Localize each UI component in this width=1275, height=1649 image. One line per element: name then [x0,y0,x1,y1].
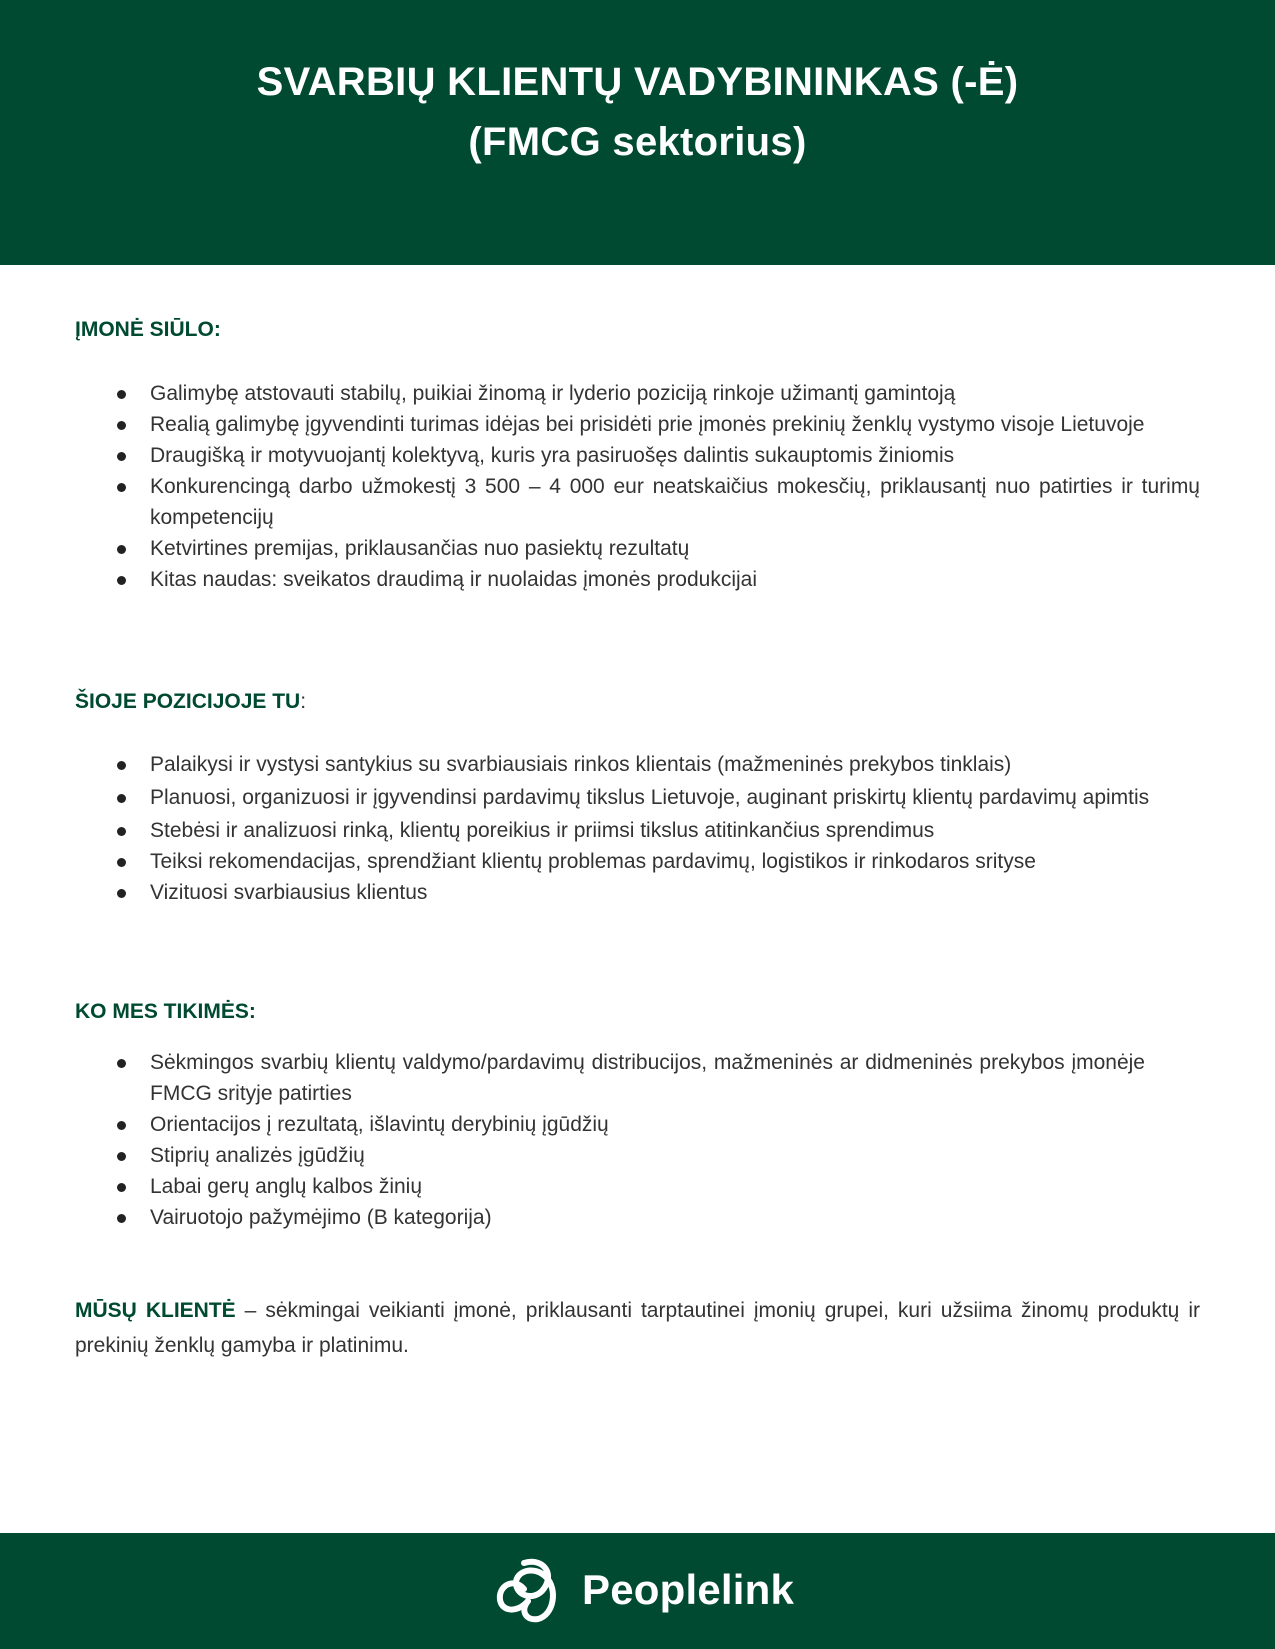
expect-item: Vairuotojo pažymėjimo (B kategorija) [75,1202,1200,1233]
expect-item: Stiprių analizės įgūdžių [75,1140,1200,1171]
role-item: Teiksi rekomendacijas, sprendžiant klientų problemas pardavimų, logistikos ir rinkodaros srityse [75,846,1200,877]
offer-heading: ĮMONĖ SIŪLO: [75,318,221,341]
peoplelink-logo-icon [494,1555,562,1625]
role-heading-colon: : [300,690,307,713]
offer-item: Ketvirtines premijas, priklausančias nuo pasiektų rezultatų [75,533,1200,564]
offer-item: Galimybę atstovauti stabilų, puikiai žinomą ir lyderio poziciją rinkoje užimantį gamintoją [75,378,1200,409]
client-description [75,1293,1200,1363]
client-text: – sėkmingai veikianti įmonė, priklausanti tarptautinei įmonių grupei, kuri užsiima žinomų produktų ir prekinių ženklų gamyba ir platinimu. [75,1299,1201,1357]
offer-item: Draugišką ir motyvuojantį kolektyvą, kuris yra pasiruošęs dalintis sukauptomis žiniomis [75,440,1200,471]
role-item: Palaikysi ir vystysi santykius su svarbiausiais rinkos klientais (mažmeninės prekybos tinklais) [75,749,1200,780]
job-title-line-2: (FMCG sektorius) [468,120,807,164]
offer-item: Realią galimybę įgyvendinti turimas idėjas bei prisidėti prie įmonės prekinių ženklų vystymo visoje Lietuvoje [75,409,1200,440]
expect-list [75,1047,1200,1233]
offer-item: Kitas naudas: sveikatos draudimą ir nuolaidas įmonės produkcijai [75,564,1200,595]
role-heading [75,690,306,714]
role-item: Planuosi, organizuosi ir įgyvendinsi pardavimų tikslus Lietuvoje, auginant priskirtų klientų pardavimų apimtis [75,780,1200,815]
offer-item: Konkurencingą darbo užmokestį 3 500 – 4 000 eur neatskaičius mokesčių, priklausantį nuo patirties ir turimų kompetencijų [75,471,1200,533]
client-lead: MŪSŲ KLIENTĖ [75,1299,236,1322]
brand-name: Peoplelink [582,1566,795,1613]
expect-item: Orientacijos į rezultatą, išlavintų derybinių įgūdžių [75,1109,1200,1140]
peoplelink-logo [494,1555,794,1625]
header-banner [0,0,1275,265]
job-title-line-1: SVARBIŲ KLIENTŲ VADYBININKAS (-Ė) [256,60,1019,104]
offer-list [75,378,1200,595]
role-item: Vizituosi svarbiausius klientus [75,877,1200,908]
expect-item: Sėkmingos svarbių klientų valdymo/pardavimų distribucijos, mažmeninės ar didmeninės prekybos įmonėje FMCG srityje patirties [75,1047,1200,1109]
role-item: Stebėsi ir analizuosi rinką, klientų poreikius ir priimsi tikslus atitinkančius sprendimus [75,815,1200,846]
expect-item: Labai gerų anglų kalbos žinių [75,1171,1200,1202]
role-heading-text: ŠIOJE POZICIJOJE TU [75,690,301,713]
expect-heading: KO MES TIKIMĖS: [75,1000,256,1023]
role-list [75,749,1200,908]
footer-banner [0,1533,1275,1649]
